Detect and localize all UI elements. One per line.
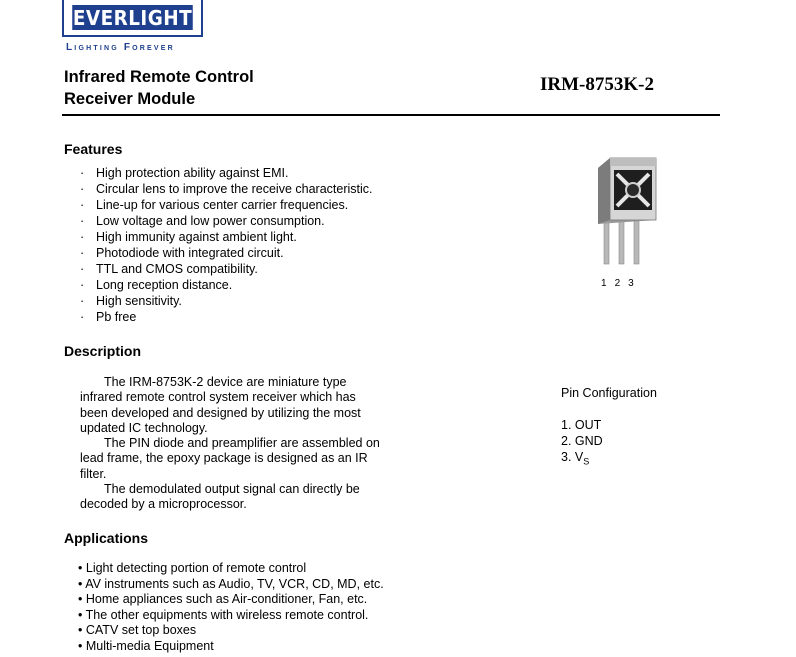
description-heading: Description — [64, 343, 142, 359]
feature-item: · Line-up for various center carrier frequencies. — [80, 198, 349, 212]
features-heading: Features — [64, 141, 123, 157]
description-line: The PIN diode and preamplifier are assembled on — [104, 436, 380, 451]
description-line: decoded by a microprocessor. — [80, 497, 247, 512]
application-item: • The other equipments with wireless remote control. — [78, 607, 369, 622]
title-line-2: Receiver Module — [64, 90, 196, 108]
ir-receiver-module-image — [590, 150, 662, 268]
pin-number-labels — [601, 278, 642, 289]
feature-item: · Long reception distance. — [80, 278, 233, 292]
description-line: updated IC technology. — [80, 420, 208, 435]
feature-item: · Photodiode with integrated circuit. — [80, 246, 284, 260]
description-line: been developed and designed by utilizing the most — [80, 405, 361, 420]
pin-number: 2 — [614, 278, 621, 289]
pin-configuration-heading: Pin Configuration — [561, 386, 657, 400]
feature-item: · High immunity against ambient light. — [80, 230, 297, 244]
header-divider — [62, 114, 720, 116]
pin-item: 3. $V_S$ — [561, 450, 590, 467]
description-text — [80, 375, 410, 513]
brand-tagline: Lighting Forever — [66, 42, 175, 53]
pin-item: 2. GND — [561, 434, 603, 448]
feature-item: · High protection ability against EMI. — [80, 166, 289, 180]
pin-number: 3 — [628, 278, 634, 289]
application-item: • CATV set top boxes — [78, 623, 197, 637]
description-line: filter. — [80, 466, 107, 481]
application-item: • AV instruments such as Audio, TV, VCR, CD, MD, etc. — [78, 576, 384, 591]
applications-heading: Applications — [64, 530, 149, 546]
feature-item: · TTL and CMOS compatibility. — [80, 262, 258, 276]
feature-item: · Low voltage and low power consumption. — [80, 214, 325, 228]
application-item: • Multi-media Equipment — [78, 638, 214, 653]
description-line: lead frame, the epoxy package is designed as an IR — [80, 451, 368, 466]
feature-item: · High sensitivity. — [80, 294, 182, 308]
brand-logo-text: EVERLIGHT — [72, 5, 193, 30]
pin-number: 1 — [601, 278, 607, 289]
features-list — [80, 165, 373, 325]
description-line: infrared remote control system receiver which has — [80, 390, 356, 405]
title-line-1: Infrared Remote Control — [64, 68, 254, 86]
brand-logo — [62, 0, 203, 37]
application-item: • Light detecting portion of remote control — [78, 561, 307, 575]
document-title — [64, 66, 254, 110]
pin-item: 1. OUT — [561, 418, 602, 432]
description-line: The IRM-8753K-2 device are miniature type — [104, 375, 347, 389]
pin-configuration-list — [561, 417, 603, 470]
applications-list — [78, 561, 384, 654]
part-number: IRM-8753K-2 — [540, 74, 654, 95]
feature-item: · Circular lens to improve the receive characteristic. — [80, 182, 373, 196]
application-item: • Home appliances such as Air-conditioner, Fan, etc. — [78, 592, 368, 606]
description-line: The demodulated output signal can directly be — [104, 482, 360, 497]
feature-item: · Pb free — [80, 310, 137, 324]
